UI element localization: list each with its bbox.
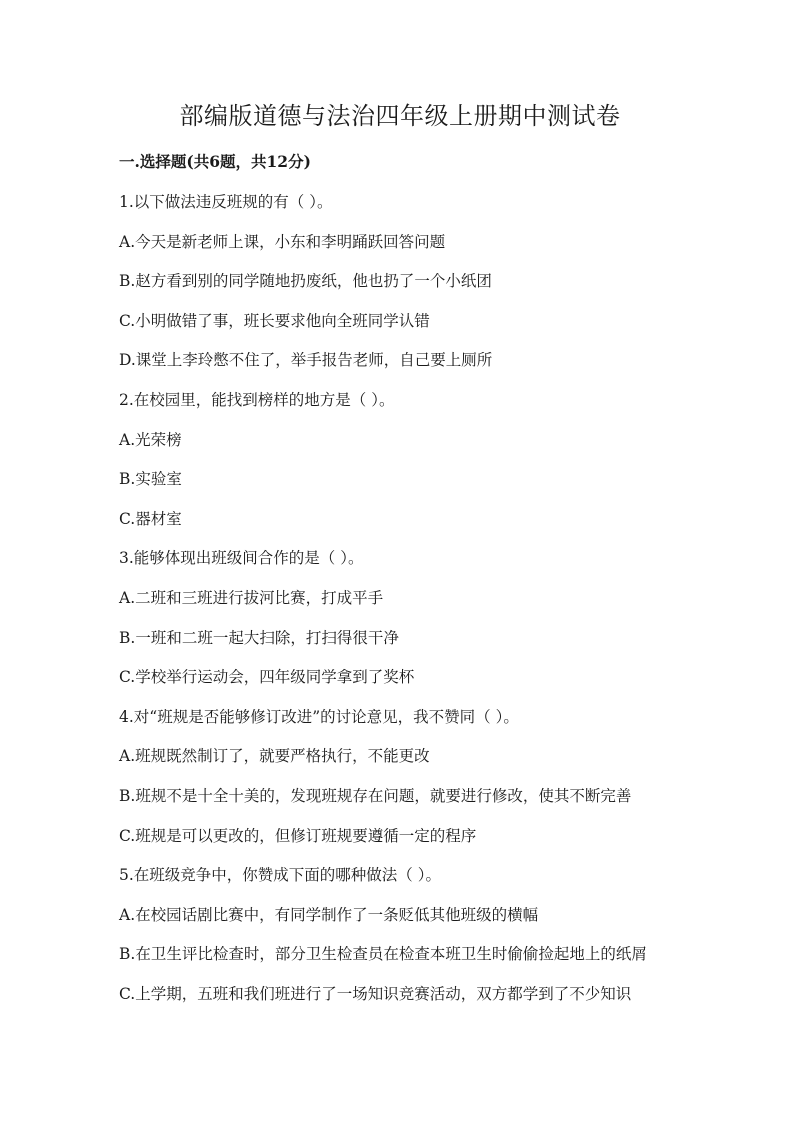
section-heading: 一.选择题(共6题，共12分) [119, 152, 311, 171]
question-option: B.在卫生评比检查时，部分卫生检查员在检查本班卫生时偷偷捡起地上的纸屑 [119, 945, 647, 963]
question-option: B.赵方看到别的同学随地扔废纸，他也扔了一个小纸团 [119, 272, 492, 290]
question-option: A.今天是新老师上课，小东和李明踊跃回答问题 [119, 233, 446, 251]
question-stem: 3.能够体现出班级间合作的是（ ）。 [119, 549, 364, 567]
question-option: C.上学期，五班和我们班进行了一场知识竞赛活动，双方都学到了不少知识 [119, 985, 632, 1003]
question-option: A.班规既然制订了，就要严格执行，不能更改 [119, 747, 430, 765]
question-stem: 1.以下做法违反班规的有（ ）。 [119, 193, 333, 211]
question-stem: 5.在班级竞争中，你赞成下面的哪种做法（ ）。 [119, 866, 441, 884]
question-option: B.班规不是十全十美的，发现班规存在问题，就要进行修改，使其不断完善 [119, 787, 632, 805]
page-title: 部编版道德与法治四年级上册期中测试卷 [179, 102, 621, 130]
question-stem: 4.对“班规是否能够修订改进”的讨论意见，我不赞同（ ）。 [119, 708, 519, 726]
question-option: C.器材室 [119, 510, 182, 528]
question-option: C.小明做错了事，班长要求他向全班同学认错 [119, 312, 430, 330]
question-option: C.班规是可以更改的，但修订班规要遵循一定的程序 [119, 827, 477, 845]
question-option: A.在校园话剧比赛中，有同学制作了一条贬低其他班级的横幅 [119, 906, 539, 924]
question-stem: 2.在校园里，能找到榜样的地方是（ ）。 [119, 391, 395, 409]
question-option: B.一班和二班一起大扫除，打扫得很干净 [119, 629, 399, 647]
question-option: A.二班和三班进行拔河比赛，打成平手 [119, 589, 384, 607]
question-option: B.实验室 [119, 470, 182, 488]
question-option: D.课堂上李玲憋不住了，举手报告老师，自己要上厕所 [119, 351, 493, 369]
question-option: A.光荣榜 [119, 431, 182, 449]
question-option: C.学校举行运动会，四年级同学拿到了奖杯 [119, 668, 415, 686]
